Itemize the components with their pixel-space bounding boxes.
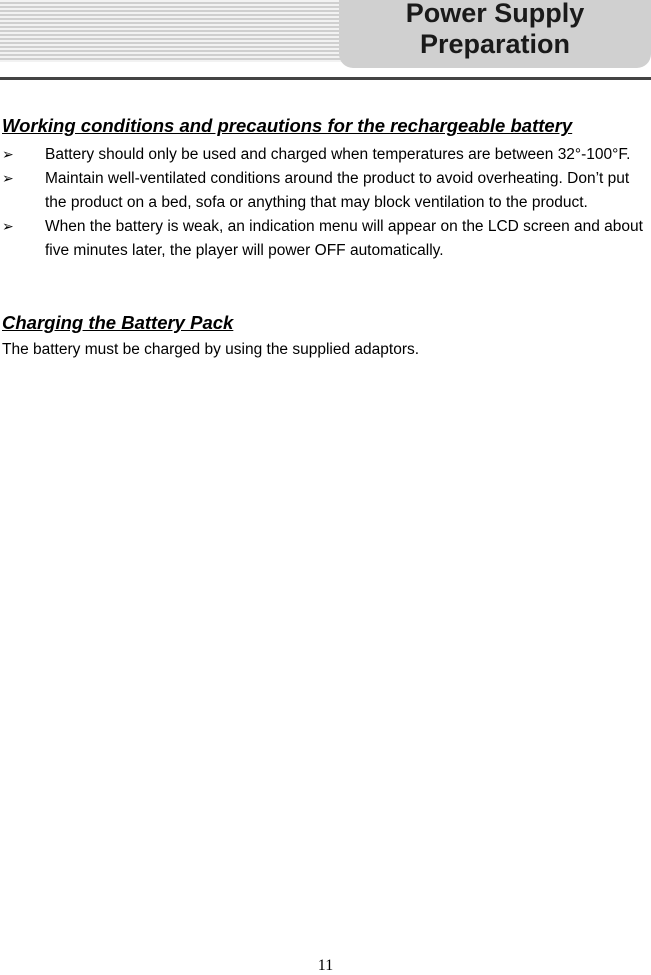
list-item-text: Maintain well-ventilated conditions around the product to avoid overheating. Don’t put the product on a bed, sofa or anything that may block ventilation to the product. (45, 170, 630, 211)
header-stripes-decoration (0, 0, 345, 62)
chapter-title-line1: Power Supply (405, 0, 585, 28)
list-item (0, 167, 651, 215)
header-divider (0, 77, 651, 80)
section-heading-charging: Charging the Battery Pack (2, 312, 234, 333)
list-item-text: Battery should only be used and charged when temperatures are between 32°-100°F. (45, 146, 631, 163)
list-item (0, 215, 651, 263)
list-item-text: When the battery is weak, an indication menu will appear on the LCD screen and about five minutes later, the player will power OFF automatically. (45, 218, 643, 259)
chapter-title-line2: Preparation (419, 29, 571, 59)
list-item (0, 143, 651, 167)
chapter-title-tab (339, 0, 651, 68)
section-heading-working-conditions: Working conditions and precautions for the rechargeable battery (2, 115, 573, 136)
charging-paragraph: The battery must be charged by using the supplied adaptors. (2, 341, 420, 358)
arrow-bullet-icon: ➢ (2, 147, 14, 163)
precautions-list (0, 143, 651, 263)
page-number: 11 (317, 957, 334, 974)
arrow-bullet-icon: ➢ (2, 171, 14, 187)
arrow-bullet-icon: ➢ (2, 219, 14, 235)
